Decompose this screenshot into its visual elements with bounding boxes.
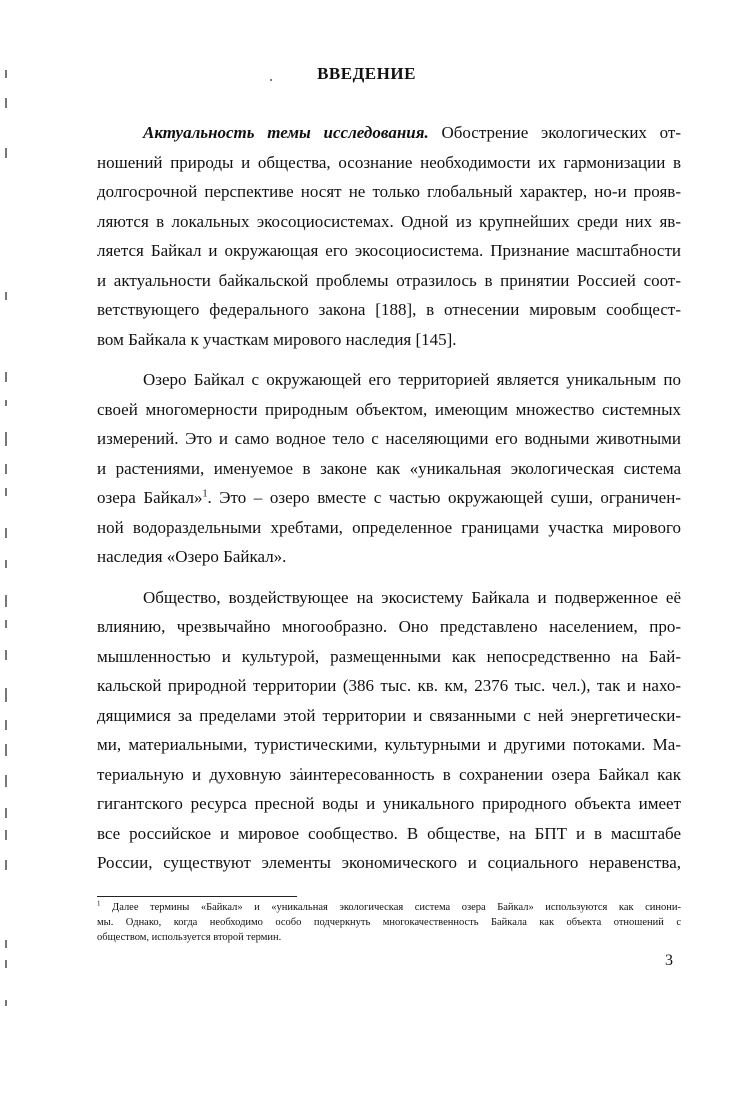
text-line: гигантского ресурса пресной воды и уникального природного объекта имеет [97,794,681,813]
paragraph-1 [97,118,681,354]
text-line: Озеро Байкал с окружающей его территорией является уникальным по [143,370,681,389]
footnote [97,900,681,945]
text-line: ляется Байкал и окружающая его экосоциосистема. Признание масштабности [97,241,681,260]
text-line: своей многомерности природным объектом, имеющим множество системных [97,399,681,419]
text-line: ной водораздельными хребтами, определенное границами участка мирового [97,517,681,537]
text-line: измерений. Это и само водное тело с населяющими его водными животными [97,429,681,448]
footnote-mark: 1 [97,899,101,908]
text-line: ляются в локальных экосоциосистемах. Одной из крупнейших среди них яв- [97,211,681,231]
text-line: териальную и духовную заинтересованность в сохранении озера Байкал как [97,764,681,784]
text-line: ношений природы и общества, осознание необходимости их гармонизации в [97,152,681,172]
footnote-line: $^1$ Далее термины «Байкал» и «уникальная экологическая система озера Байкал» используются как синони- [97,899,681,913]
text-line: все российское и мировое сообщество. В обществе, на БПТ и в масштабе [97,823,681,843]
footnote-line: мы. Однако, когда необходимо особо подчеркнуть многокачественность Байкала как объекта отношений с [97,917,681,928]
text-line: мышленностью и культурой, размещенными как непосредственно на Бай- [97,646,681,666]
footnote-line: обществом, используется второй термин. [97,932,282,943]
footnote-ref-mark[interactable]: 1 [202,488,208,500]
page-title: ВВЕДЕНИЕ [317,64,416,83]
text-line: дящимися за пределами этой территории и связанными с ней энергетически- [97,705,681,725]
footnote-divider [97,896,297,897]
text-line: вом Байкала к участкам мирового наследия [145]. [97,329,457,349]
text-line: озера Байкал»$^1$. Это – озеро вместе с частью окружающей суши, ограничен- [97,488,681,507]
text-line: наследия «Озеро Байкал». [97,547,287,566]
text-line: Актуальность темы исследования. Обострение экологических от- [143,123,681,142]
paragraph-3 [97,583,681,878]
page-number: 3 [665,952,673,969]
scan-margin-marks [2,60,14,1020]
text-line: ми, материальными, туристическими, культурными и другими потоками. Ма- [97,735,681,754]
text-line: и актуальности байкальской проблемы отразилось в принятии Россией соот- [97,270,681,290]
text-line: ветствующего федерального закона [188], в отнесении мировым сообщест- [97,300,681,319]
text-line: влиянию, чрезвычайно многообразно. Оно представлено населением, про- [97,617,681,636]
text-line: и растениями, именуемое в законе как «уникальная экологическая система [97,458,681,478]
paragraph-2 [97,365,681,572]
text-line: долгосрочной перспективе носят не только глобальный характер, но-и прояв- [97,182,681,201]
text-line: кальской природной территории (386 тыс. кв. км, 2376 тыс. чел.), так и нахо- [97,676,681,695]
text-line: Общество, воздействующее на экосистему Байкала и подверженное её [143,587,681,607]
body-text [97,118,681,889]
text-line: России, существуют элементы экономического и социального неравенства, [97,853,681,872]
lead-phrase: Актуальность темы исследования. [143,123,429,142]
